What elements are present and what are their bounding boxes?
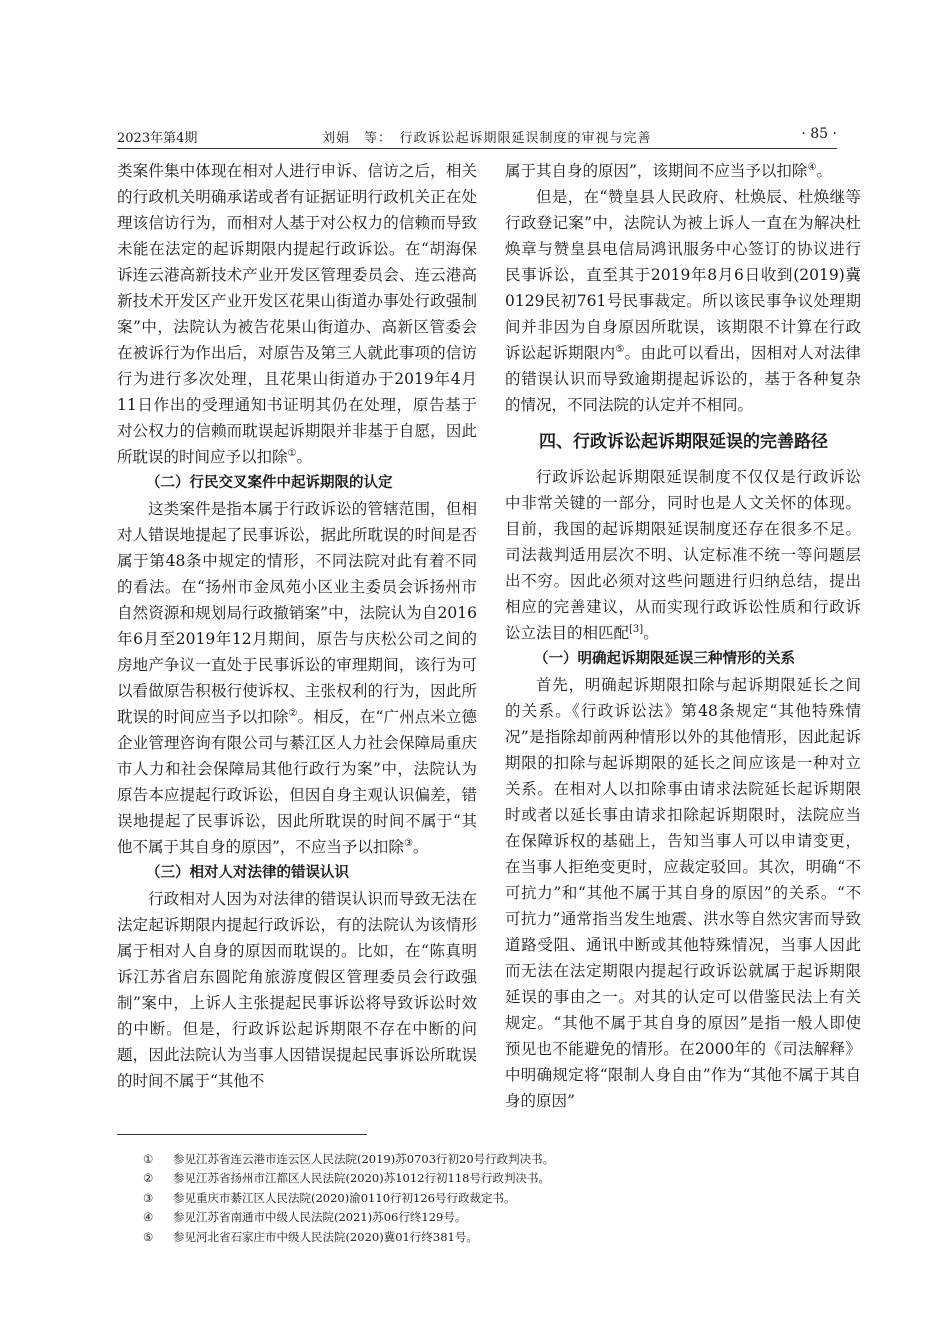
subsection-heading: （二）行民交叉案件中起诉期限的认定 xyxy=(146,475,393,491)
footnote-ref[interactable]: ② xyxy=(288,707,298,719)
citation-ref[interactable]: [3] xyxy=(629,623,644,635)
footnote: ① 参见江苏省连云港市连云区人民法院(2019)苏0703行初20号行政判决书。 xyxy=(143,1152,555,1166)
subsection-heading: （三）相对人对法律的错误认识 xyxy=(146,865,349,881)
paragraph: 首先，明确起诉期限扣除与起诉期限延长之间的关系。《行政诉讼法》第48条规定“其他特殊情况”是指除却前两种情形以外的其他情形，因此起诉期限的扣除与起诉期限的延长之间应该是一种对立关系。在相对人以扣除事由请求法院延长起诉期限时或者以延长事由请求扣除起诉期限时，法院应当在保障诉权的基础上，告知当事人可以申请变更，在当事人拒绝变更时，应裁定驳回。其次，明确“不可抗力”和“其他不属于其自身的原因”的关系。“不可抗力”通常指当发生地震、洪水等自然灾害而导致道路受阻、通讯中断或其他特殊情况，当事人因此而无法在法定期限内提起行政诉讼就属于起诉期限延误的事由之一。对其的认定可以借鉴民法上有关规定。“其他不属于其自身的原因”是指一般人即使预见也不能避免的情形。在2000年的《司法解释》中明确规定将“限制人身自由”作为“其他不属于其自身的原因” xyxy=(505,676,861,1110)
paragraph: 属于其自身的原因”，该期间不应当予以扣除④。 xyxy=(505,161,832,180)
article-title: 刘娟 等： 行政诉讼起诉期限延误制度的审视与完善 xyxy=(322,131,652,146)
paragraph: 但是，在“赞皇县人民政府、杜焕辰、杜焕继等行政登记案”中，法院认为被上诉人一直在为解决杜焕章与赞皇县电信局鸿讯服务中心签订的协议进行民事诉讼，直至其于2019年8月6日收到(2019)冀0129民初761号民事裁定。所以该民事争议处理期间并非因为自身原因所耽误，该期限不计算在行政诉讼起诉期限内⑤。由此可以看出，因相对人对法律的错误认识而导致逾期提起诉讼的，基于各种复杂的情况，不同法院的认定并不相同。 xyxy=(505,188,861,414)
footnote: ② 参见江苏省扬州市江都区人民法院(2020)苏1012行初118号行政判决书。 xyxy=(143,1171,550,1186)
paragraph: 这类案件是指本属于行政诉讼的管辖范围，但相对人错误地提起了民事诉讼，据此所耽误的时间是否属于第48条中规定的情形，不同法院对此有着不同的看法。在“扬州市金凤苑小区业主委员会诉扬州市自然资源和规划局行政撤销案”中，法院认为自2016年6月至2019年12月期间，原告与庆松公司之间的房地产争议一直处于民事诉讼的审理期间，该行为可以看做原告积极行使诉权、主张权利的行为，因此所耽误的时间应当予以扣除②。相反，在“广州点米立德企业管理咨询有限公司与綦江区人力社会保障局重庆市人力和社会保障局其他行政行为案”中，法院认为原告本应提起行政诉讼，但因自身主观认识偏差，错误地提起了民事诉讼，因此所耽误的时间不属于“其他不属于其自身的原因”，不应当予以扣除③。 xyxy=(117,500,477,856)
footnote: ⑤ 参见河北省石家庄市中级人民法院(2020)冀01行终381号。 xyxy=(143,1229,478,1244)
issue-label: 2023年第4期 xyxy=(117,131,198,146)
page-number: · 85 · xyxy=(801,126,837,142)
paragraph: 行政相对人因为对法律的错误认识而导致无法在法定起诉期限内提起行政诉讼，有的法院认为该情形属于相对人自身的原因而耽误的。比如，在“陈真明诉江苏省启东圆陀角旅游度假区管理委员会行政强制”案中，上诉人主张提起民事诉讼将导致诉讼时效的中断。但是，行政诉讼起诉期限不存在中断的问题，因此法院认为当事人因错误提起民事诉讼所耽误的时间不属于“其他不 xyxy=(117,890,477,1090)
footnote-ref[interactable]: ① xyxy=(287,447,297,459)
footnote-ref[interactable]: ③ xyxy=(403,837,413,849)
left-column xyxy=(117,158,477,1094)
running-header xyxy=(117,124,837,149)
paragraph: 行政诉讼起诉期限延误制度不仅仅是行政诉讼中非常关键的一部分，同时也是人文关怀的体现。目前，我国的起诉期限延误制度还存在很多不足。司法裁判适用层次不明、认定标准不统一等问题层出不穷。因此必须对这些问题进行归纳总结，提出相应的完善建议，从而实现行政诉讼性质和行政诉讼立法目的相匹配[3]。 xyxy=(505,468,861,642)
footnote: ③ 参见重庆市綦江区人民法院(2020)渝0110行初126号行政裁定书。 xyxy=(143,1190,516,1205)
footnote-ref[interactable]: ⑤ xyxy=(615,343,625,355)
footnotes xyxy=(143,1150,554,1247)
right-column xyxy=(505,158,861,1114)
section-heading: 四、行政诉讼起诉期限延误的完善路径 xyxy=(539,432,828,452)
footnote-divider xyxy=(117,1134,367,1135)
paragraph: 类案件集中体现在相对人进行申诉、信访之后，相关的行政机关明确承诺或者有证据证明行政机关正在处理该信访行为，而相对人基于对公权力的信赖而导致未能在法定的起诉期限内提起行政诉讼。在“胡海保诉连云港高新技术产业开发区管理委员会、连云港高新技术开发区产业开发区花果山街道办事处行政强制案”中，法院认为被告花果山街道办、高新区管委会在被诉行为作出后，对原告及第三人就此事项的信访行为进行多次处理，且花果山街道办于2019年4月11日作出的受理通知书证明其仍在处理，原告基于对公权力的信赖而耽误起诉期限并非基于自愿，因此所耽误的时间应予以扣除①。 xyxy=(117,162,477,466)
subsection-heading: （一）明确起诉期限延误三种情形的关系 xyxy=(534,651,795,667)
footnote: ④ 参见江苏省南通市中级人民法院(2021)苏06行终129号。 xyxy=(143,1210,467,1225)
footnote-ref[interactable]: ④ xyxy=(807,161,817,173)
